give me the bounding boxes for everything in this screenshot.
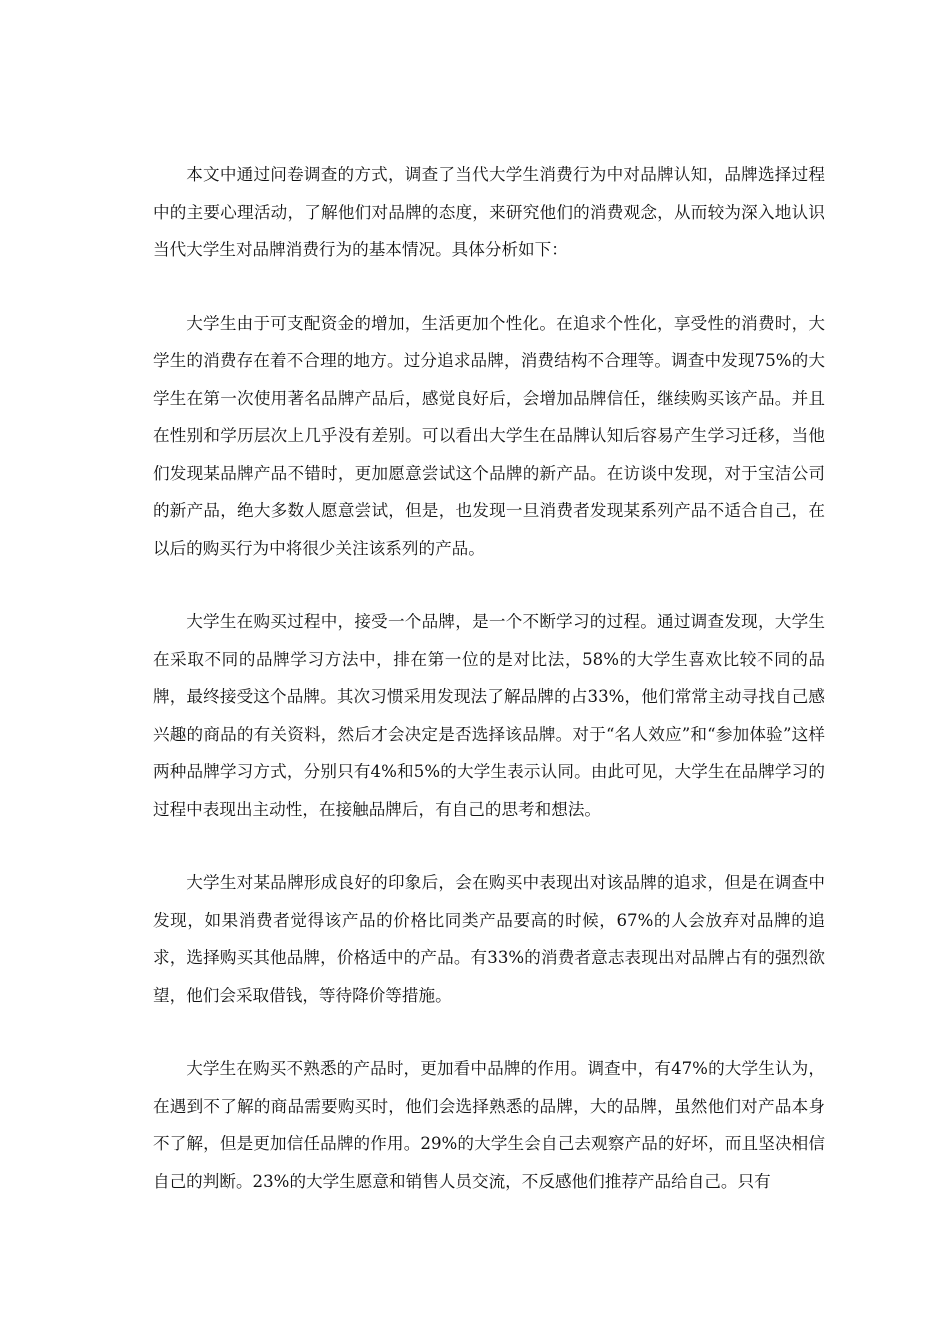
paragraph-intro: 本文中通过问卷调查的方式，调查了当代大学生消费行为中对品牌认知，品牌选择过程中的主要心理活动，了解他们对品牌的态度，来研究他们的消费观念，从而较为深入地认识当代大学生对品牌消费行为的基本情况。具体分析如下： — [153, 165, 825, 259]
paragraph-gap — [153, 828, 825, 864]
paragraph-gap — [153, 269, 825, 305]
paragraph-unfamiliar-products: 大学生在购买不熟悉的产品时，更加看中品牌的作用。调查中，有47%的大学生认为，在遇到不了解的商品需要购买时，他们会选择熟悉的品牌，大的品牌，虽然他们对产品本身不了解，但是更加信任品牌的作用。29%的大学生会自己去观察产品的好坏，而且坚决相信自己的判断。23%的大学生愿意和销售人员交流，不反感他们推荐产品给自己。只有 — [153, 1059, 825, 1191]
paragraph-brand-trust: 大学生由于可支配资金的增加，生活更加个性化。在追求个性化，享受性的消费时，大学生的消费存在着不合理的地方。过分追求品牌，消费结构不合理等。调查中发现75%的大学生在第一次使用著名品牌产品后，感觉良好后，会增加品牌信任，继续购买该产品。并且在性别和学历层次上几乎没有差别。可以看出大学生在品牌认知后容易产生学习迁移，当他们发现某品牌产品不错时，更加愿意尝试这个品牌的新产品。在访谈中发现，对于宝洁公司的新产品，绝大多数人愿意尝试，但是，也发现一旦消费者发现某系列产品不适合自己，在以后的购买行为中将很少关注该系列的产品。 — [153, 313, 825, 558]
paragraph-gap — [153, 567, 825, 603]
paragraph-brand-learning: 大学生在购买过程中，接受一个品牌，是一个不断学习的过程。通过调查发现，大学生在采取不同的品牌学习方法中，排在第一位的是对比法，58%的大学生喜欢比较不同的品牌，最终接受这个品牌。其次习惯采用发现法了解品牌的占33%，他们常常主动寻找自己感兴趣的商品的有关资料，然后才会决定是否选择该品牌。对于“名人效应”和“参加体验”这样两种品牌学习方式，分别只有4%和5%的大学生表示认同。由此可见，大学生在品牌学习的过程中表现出主动性，在接触品牌后，有自己的思考和想法。 — [153, 612, 825, 819]
document-body — [153, 156, 825, 1200]
paragraph-brand-pursuit: 大学生对某品牌形成良好的印象后，会在购买中表现出对该品牌的追求，但是在调查中发现，如果消费者觉得该产品的价格比同类产品要高的时候，67%的人会放弃对品牌的追求，选择购买其他品牌，价格适中的产品。有33%的消费者意志表现出对品牌占有的强烈欲望，他们会采取借钱，等待降价等措施。 — [153, 873, 825, 1005]
paragraph-gap — [153, 1014, 825, 1050]
